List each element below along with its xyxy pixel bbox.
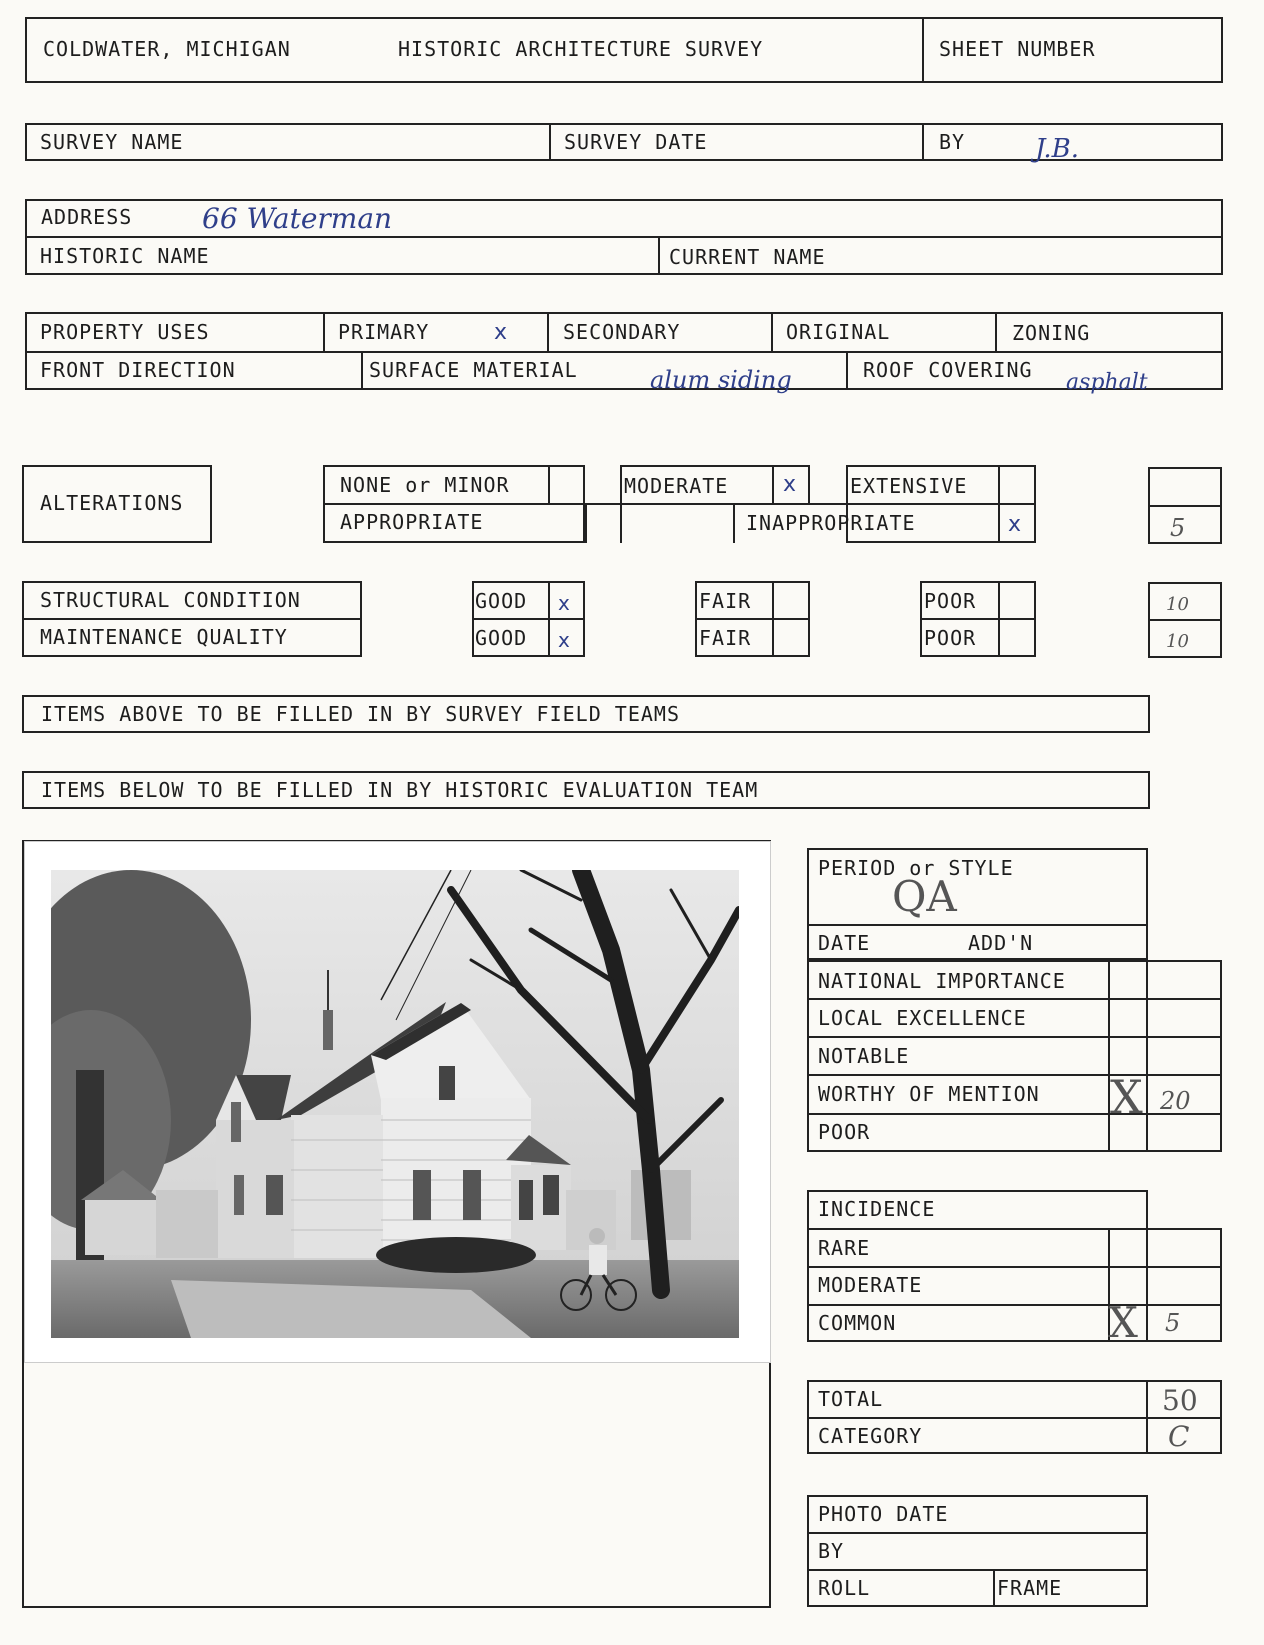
inappropriate-label: INAPPROPRIATE	[746, 511, 916, 535]
survey-date-label: SURVEY DATE	[564, 130, 708, 154]
category-label: CATEGORY	[818, 1424, 923, 1448]
category-value: C	[1168, 1420, 1190, 1453]
primary-label: PRIMARY	[338, 320, 430, 344]
structural-score: 10	[1166, 594, 1189, 615]
by-value: J.B.	[1035, 134, 1080, 164]
historic-name-label: HISTORIC NAME	[40, 244, 210, 268]
date-label: DATE	[818, 931, 871, 955]
fair-label-maintenance: FAIR	[699, 626, 752, 650]
worthy-of-mention-label: WORTHY OF MENTION	[818, 1082, 1040, 1106]
property-uses-label: PROPERTY USES	[40, 320, 210, 344]
appropriate-label: APPROPRIATE	[340, 510, 484, 534]
common-mark: X	[1108, 1298, 1138, 1347]
good-label-structural: GOOD	[475, 589, 528, 613]
surface-material-label: SURFACE MATERIAL	[369, 358, 578, 382]
none-or-minor-label: NONE or MINOR	[340, 473, 510, 497]
good-label-maintenance: GOOD	[475, 626, 528, 650]
primary-check-mark: x	[494, 320, 508, 345]
notable-label: NOTABLE	[818, 1044, 910, 1068]
surface-material-value: alum siding	[650, 366, 792, 394]
roof-covering-value: asphalt	[1066, 370, 1148, 395]
zoning-label: ZONING	[1012, 321, 1091, 345]
address-label: ADDRESS	[41, 205, 133, 229]
total-label: TOTAL	[818, 1387, 884, 1411]
fair-label-structural: FAIR	[699, 589, 752, 613]
by-label: BY	[939, 130, 966, 154]
form-title: HISTORIC ARCHITECTURE SURVEY	[398, 37, 764, 61]
inappropriate-check-mark: x	[1008, 512, 1022, 537]
roof-covering-label: ROOF COVERING	[863, 358, 1033, 382]
poor-label-structural: POOR	[924, 589, 977, 613]
city-label: COLDWATER, MICHIGAN	[43, 37, 291, 61]
note-below: ITEMS BELOW TO BE FILLED IN BY HISTORIC EVALUATION TEAM	[41, 778, 759, 802]
incidence-label: INCIDENCE	[818, 1197, 936, 1221]
maintenance-quality-label: MAINTENANCE QUALITY	[40, 625, 288, 649]
front-direction-label: FRONT DIRECTION	[40, 358, 236, 382]
secondary-label: SECONDARY	[563, 320, 681, 344]
poor-label: POOR	[818, 1120, 871, 1144]
period-style-label: PERIOD or STYLE	[818, 856, 1014, 880]
period-style-value: QA	[892, 872, 957, 921]
alterations-label: ALTERATIONS	[40, 491, 184, 515]
maintenance-good-mark: x	[558, 628, 570, 652]
national-importance-label: NATIONAL IMPORTANCE	[818, 969, 1066, 993]
house-photo	[51, 870, 739, 1338]
extensive-label: EXTENSIVE	[850, 474, 968, 498]
addn-label: ADD'N	[968, 931, 1034, 955]
roll-label: ROLL	[818, 1576, 871, 1600]
worthy-mark: X	[1110, 1070, 1143, 1124]
common-label: COMMON	[818, 1311, 897, 1335]
local-excellence-label: LOCAL EXCELLENCE	[818, 1006, 1027, 1030]
rare-label: RARE	[818, 1236, 871, 1260]
original-label: ORIGINAL	[786, 320, 891, 344]
incidence-moderate-label: MODERATE	[818, 1273, 923, 1297]
worthy-score: 20	[1160, 1087, 1191, 1115]
note-above: ITEMS ABOVE TO BE FILLED IN BY SURVEY FIELD TEAMS	[41, 702, 681, 726]
photo-date-label: PHOTO DATE	[818, 1502, 949, 1526]
frame-label: FRAME	[997, 1576, 1063, 1600]
common-score: 5	[1165, 1309, 1181, 1337]
moderate-check-mark: x	[783, 472, 797, 497]
survey-name-label: SURVEY NAME	[40, 130, 184, 154]
poor-label-maintenance: POOR	[924, 626, 977, 650]
photo-by-label: BY	[818, 1539, 845, 1563]
sheet-number-label: SHEET NUMBER	[939, 37, 1096, 61]
structural-good-mark: x	[558, 591, 570, 615]
address-value: 66 Waterman	[202, 202, 393, 235]
current-name-label: CURRENT NAME	[669, 245, 826, 269]
total-value: 50	[1162, 1384, 1198, 1417]
alterations-score: 5	[1170, 514, 1186, 542]
photo-mount	[25, 842, 770, 1362]
structural-condition-label: STRUCTURAL CONDITION	[40, 588, 301, 612]
maintenance-score: 10	[1166, 631, 1189, 652]
moderate-label: MODERATE	[624, 474, 729, 498]
